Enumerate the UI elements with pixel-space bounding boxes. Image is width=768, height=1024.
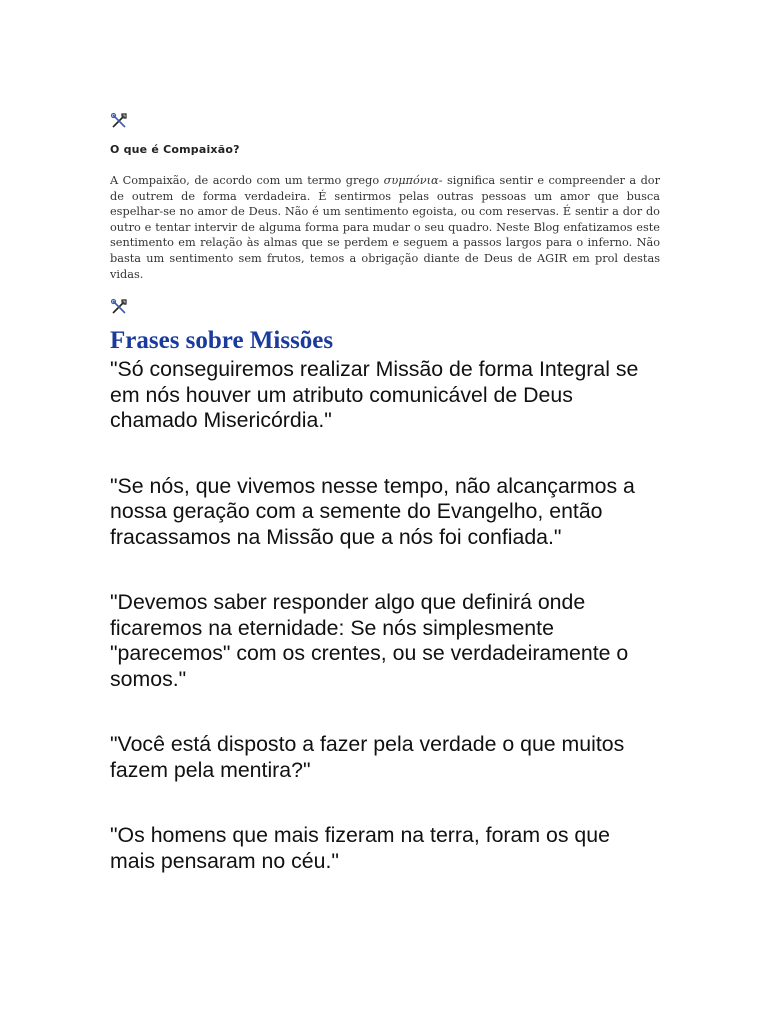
quote-item: "Se nós, que vivemos nesse tempo, não alcançarmos a nossa geração com a semente do Evangelho, então fracassamos na Missão que a nós foi confiada." — [110, 473, 635, 549]
quote-item: "Você está disposto a fazer pela verdade o que muitos fazem pela mentira?" — [110, 732, 625, 782]
compassion-paragraph — [110, 173, 660, 282]
paragraph-text-start: A Compaixão, de acordo com um termo grego — [110, 174, 384, 187]
section-title: Frases sobre Missões — [110, 327, 334, 355]
quote-item: "Só conseguiremos realizar Missão de forma Integral se em nós houver um atributo comunicável de Deus chamado Misericórdia." — [110, 357, 639, 433]
tools-icon — [110, 298, 128, 316]
greek-term: συμπόνια — [383, 174, 439, 187]
quote-item: "Devemos saber responder algo que definirá onde ficaremos na eternidade: Se nós simplesmente "parecemos" com os crentes, ou se verdadeiramente o somos." — [110, 590, 629, 691]
quote-list — [110, 357, 660, 874]
tools-icon — [110, 112, 128, 130]
quote-item: "Os homens que mais fizeram na terra, foram os que mais pensaram no céu." — [110, 823, 610, 873]
paragraph-text-end: - significa sentir e compreender a dor de outrem de forma verdadeira. É sentirmos pelas outras pessoas um amor que busca espelhar-se no amor de Deus. Não é um sentimento egoista, ou com reservas. É sentir a dor do outro e tentar intervir de alguma forma para mudar o seu quadro. Neste Blog enfatizamos este sentimento em relação às almas que se perdem e seguem a passos largos para o inferno. Não basta um sentimento sem frutos, temos a obrigação diante de Deus de AGIR em prol destas vidas. — [110, 174, 660, 281]
document-page — [110, 0, 660, 914]
compassion-question: O que é Compaixão? — [110, 143, 240, 156]
